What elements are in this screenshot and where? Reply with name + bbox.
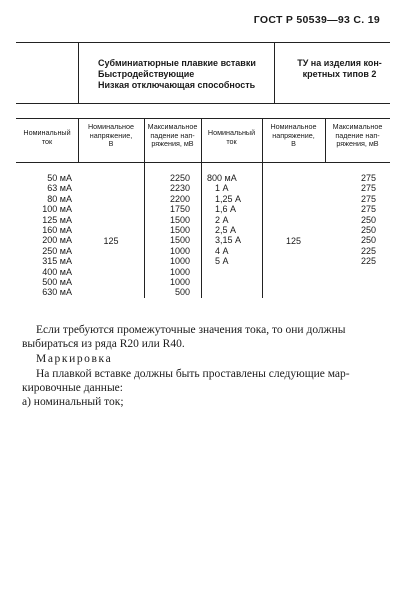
tu-reference <box>292 58 387 80</box>
tu-line: ТУ на изделия кон- <box>297 58 382 68</box>
right-current-column <box>207 173 259 267</box>
table-cell: 225 <box>360 245 376 256</box>
table-cell: 1000 <box>169 266 190 277</box>
header-text: Номинальное <box>270 122 317 131</box>
box-top-border <box>16 42 390 43</box>
header-text: Номинальное <box>87 122 134 131</box>
table-cell: 50 мА <box>47 173 72 183</box>
header-text: В <box>108 139 114 148</box>
header-voltage <box>78 123 144 149</box>
heading-text: Маркировка <box>36 353 113 365</box>
table-cell: 250 <box>360 225 376 236</box>
header-text: падение нап- <box>150 130 195 140</box>
header-drop <box>325 123 390 149</box>
table-cell: 250 <box>360 214 376 225</box>
section-heading-marking <box>22 352 382 366</box>
table-cell: 2230 <box>169 183 190 194</box>
fuse-classification <box>98 58 283 91</box>
classification-box <box>16 42 390 104</box>
text-line: На плавкой вставке должны быть проставлены следующие мар- <box>36 368 350 380</box>
table-cell: 315 мА <box>42 256 72 267</box>
header-current <box>16 129 78 146</box>
classification-line: Быстродействующие <box>98 69 195 79</box>
header-text: напряжение, <box>272 130 315 140</box>
paragraph-marking-data <box>22 367 382 409</box>
table-header-border <box>16 162 390 163</box>
table-cell: 250 мА <box>42 245 72 256</box>
table-cell: 200 мА <box>42 235 72 246</box>
left-voltage-value: 125 <box>103 236 119 246</box>
paragraph-intermediate-values <box>22 323 382 351</box>
text-line: Если требуются промежуточные значения тока, то они должны <box>36 324 346 336</box>
table-cell: 500 мА <box>42 277 72 288</box>
table-cell: 275 <box>360 204 376 215</box>
table-cell: 2250 <box>169 173 190 183</box>
table-cell: 275 <box>360 173 376 183</box>
right-drop-column <box>334 173 376 267</box>
box-bottom-border <box>16 103 390 104</box>
header-voltage <box>262 123 325 149</box>
header-text: ток <box>226 136 237 146</box>
header-current <box>201 129 262 146</box>
classification-line: Низкая отключающая способность <box>98 80 256 90</box>
table-cell: 2200 <box>169 193 190 204</box>
table-cell: 275 <box>360 183 376 194</box>
table-cell: 80 мА <box>47 193 72 204</box>
table-cell: 160 мА <box>42 225 72 236</box>
tu-line: кретных типов 2 <box>302 69 377 79</box>
header-text: В <box>291 139 296 148</box>
table-cell: 4 А <box>215 245 229 256</box>
table-cell: 630 мА <box>42 287 72 298</box>
page-header: ГОСТ Р 50539—93 С. 19 <box>253 14 380 26</box>
table-cell: 1500 <box>169 235 190 246</box>
table-cell: 3,15 А <box>215 235 242 246</box>
list-item: а) номинальный ток; <box>22 396 124 408</box>
header-text: ряжения, мВ <box>336 139 379 148</box>
table-cell: 1000 <box>169 256 190 267</box>
table-cell: 1500 <box>169 225 190 236</box>
table-cell: 2,5 А <box>215 225 237 236</box>
header-text: Максимальное <box>332 122 383 131</box>
table-cell: 1750 <box>169 204 190 215</box>
table-cell: 1,25 А <box>215 193 242 204</box>
text-line: кировочные данные: <box>22 382 123 394</box>
table-cell: 225 <box>360 256 376 267</box>
header-text: Максимальное <box>147 122 198 131</box>
left-current-column <box>26 173 72 298</box>
table-cell: 5 А <box>215 256 229 267</box>
header-drop <box>144 123 201 149</box>
table-cell: 125 мА <box>42 214 72 225</box>
text-line: выбираться из ряда R20 или R40. <box>22 338 185 350</box>
table-cell: 400 мА <box>42 266 72 277</box>
header-text: падение нап- <box>335 130 380 140</box>
table-cell: 250 <box>360 235 376 246</box>
table-cell: 1,6 А <box>215 204 237 215</box>
table-cell: 2 А <box>215 214 229 225</box>
table-cell: 63 мА <box>47 183 72 194</box>
table-top-border <box>16 118 390 119</box>
classification-line: Субминиатюрные плавкие вставки <box>98 58 256 68</box>
table-cell: 1000 <box>169 245 190 256</box>
table-cell: 275 <box>360 193 376 204</box>
table-cell: 1000 <box>169 277 190 288</box>
header-text: ряжения, мВ <box>151 139 194 148</box>
table-cell: 800 мА <box>207 173 237 183</box>
table-cell: 1 А <box>215 183 229 194</box>
header-text: Номинальный <box>23 128 71 137</box>
header-text: ток <box>41 136 53 146</box>
table-cell: 1500 <box>169 214 190 225</box>
box-divider-left <box>78 42 79 104</box>
left-drop-column <box>150 173 190 298</box>
header-text: Номинальный <box>207 128 256 137</box>
right-voltage-value: 125 <box>285 236 302 246</box>
table-cell: 100 мА <box>42 204 72 215</box>
header-text: напряжение, <box>89 130 133 140</box>
table-cell: 500 <box>174 287 190 298</box>
